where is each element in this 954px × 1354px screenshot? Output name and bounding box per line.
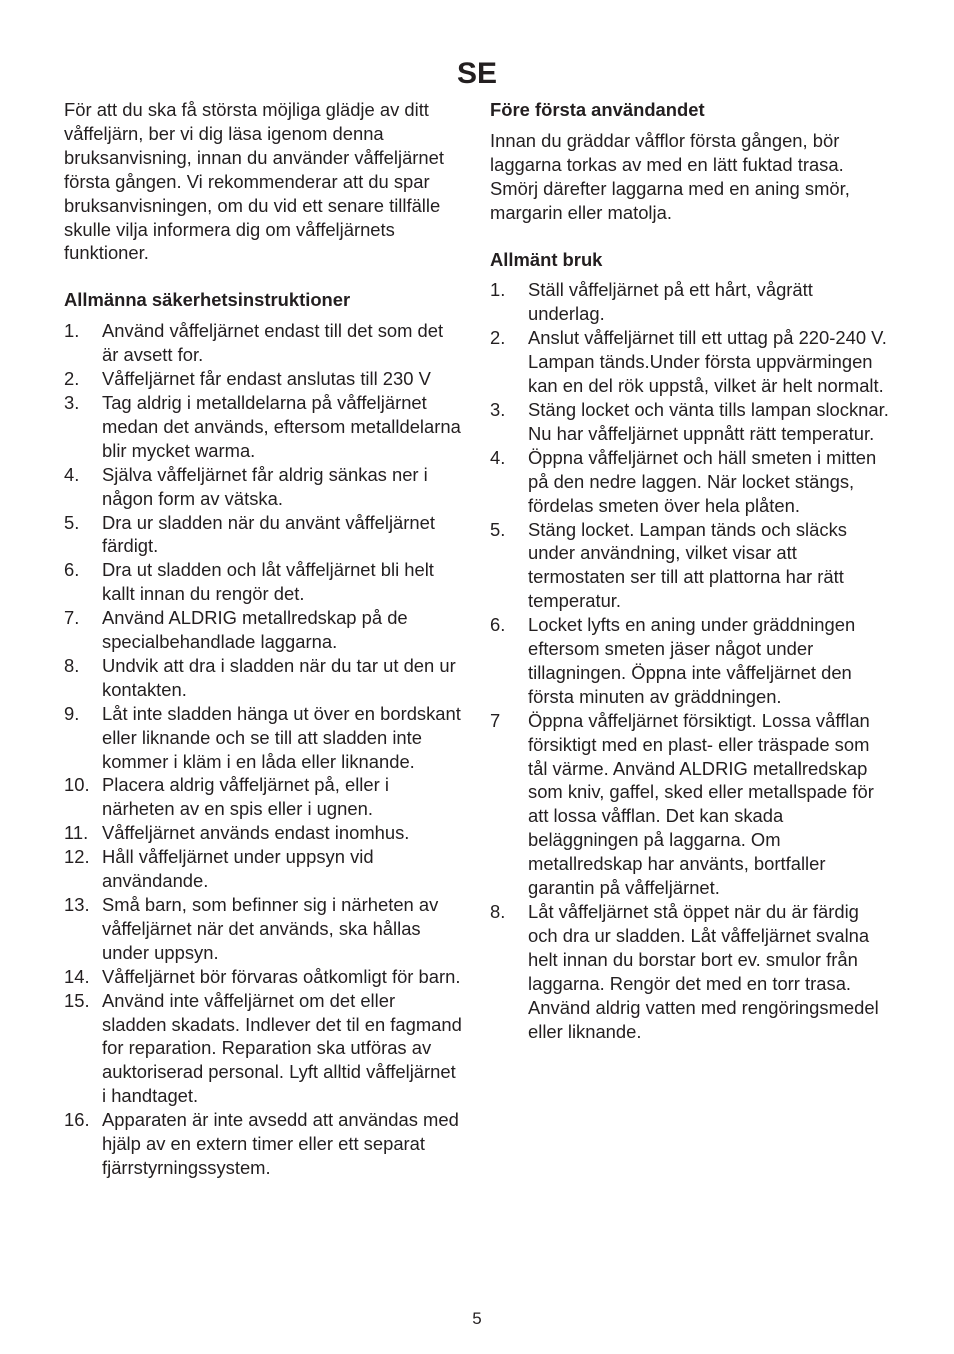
item-text: Använd våffeljärnet endast till det som det är avsett for.	[102, 320, 444, 366]
item-number: 14.	[64, 965, 90, 987]
intro-paragraph: För att du ska få största möjliga glädje av ditt våffeljärn, ber vi dig läsa igenom denna bruksanvisning, innan du använder våffeljärnet första gången. Vi rekommenderar att du spar bruksanvisningen, om du vid ett senare tillfälle skulle vilja informera dig om våffeljärnets funktioner.	[64, 99, 444, 264]
list-item	[64, 558, 464, 606]
item-number: 1.	[64, 320, 80, 342]
item-text: Låt inte sladden hänga ut över en bordskant eller liknande och se till att sladden inte kommer i kläm i en låda eller liknande.	[102, 702, 461, 772]
item-number: 6.	[490, 614, 506, 636]
item-number: 2.	[490, 327, 506, 349]
list-item	[64, 391, 464, 463]
item-text: Använd ALDRIG metallredskap på de specialbehandlade laggarna.	[102, 607, 408, 653]
general-use-list	[490, 278, 892, 1043]
item-number: 13.	[64, 894, 90, 915]
list-item	[490, 278, 892, 326]
item-number: 9.	[64, 702, 80, 724]
page-number: 5	[472, 1309, 482, 1328]
item-number: 6.	[64, 559, 80, 581]
list-item	[64, 965, 464, 989]
item-text: Placera aldrig våffeljärnet på, eller i närheten av en spis eller i ugnen.	[102, 774, 389, 820]
item-text: Öppna våffeljärnet försiktigt. Lossa våfflan försiktigt med en plast- eller träspade som tål värme. Använd ALDRIG metallredskap som kniv, gaffel, sked eller metallspade för att lossa våfflan. Det kan skada beläggningen på laggarna. Om metallredskap har använts, bortfaller garantin på våffeljärnet.	[528, 709, 874, 899]
item-text: Undvik att dra i sladden när du tar ut den ur kontakten.	[102, 654, 456, 700]
item-number: 7	[490, 709, 501, 731]
list-item	[64, 989, 464, 1109]
list-item	[64, 367, 464, 391]
list-item	[64, 606, 464, 654]
item-number: 1.	[490, 279, 506, 301]
item-number: 2.	[64, 368, 80, 390]
right-column	[490, 98, 892, 1043]
item-text: Använd inte våffeljärnet om det eller sladden skadats. Indlever det til en fagmand for reparation. Reparation ska utföras av auktoriserad personal. Lyft alltid våffeljärnet i handtaget.	[102, 989, 462, 1107]
list-item	[490, 900, 892, 1043]
list-item	[64, 511, 464, 559]
safety-heading: Allmänna säkerhetsinstruktioner	[64, 289, 351, 311]
item-text: Små barn, som befinner sig i närheten av våffeljärnet när det används, ska hållas under uppsyn.	[102, 894, 439, 963]
item-text: Dra ur sladden när du använt våffeljärnet färdigt.	[102, 511, 435, 557]
item-text: Apparaten är inte avsedd att användas med hjälp av en extern timer eller ett separat fjärrstyrningssystem.	[102, 1109, 459, 1178]
item-text: Tag aldrig i metalldelarna på våffeljärnet medan det används, eftersom metalldelarna blir mycket warma.	[102, 391, 461, 461]
item-number: 10.	[64, 774, 90, 796]
first-use-heading: Före första användandet	[490, 99, 705, 120]
item-text: Våffeljärnet används endast inomhus.	[102, 822, 410, 844]
list-item	[490, 446, 892, 518]
item-text: Dra ut sladden och låt våffeljärnet bli helt kallt innan du rengör det.	[102, 559, 434, 605]
item-number: 3.	[490, 398, 506, 420]
left-column	[64, 98, 464, 1180]
item-text: Öppna våffeljärnet och häll smeten i mitten på den nedre laggen. När locket stängs, fördelas smeten över hela plåten.	[528, 446, 877, 516]
item-text: Locket lyfts en aning under gräddningen eftersom smeten jäser något under tillagningen. Öppna inte våffeljärnet den första minuten av gräddningen.	[528, 614, 856, 707]
item-number: 4.	[490, 446, 506, 468]
item-number: 11.	[64, 822, 89, 844]
item-number: 8.	[64, 654, 80, 676]
item-text: Ställ våffeljärnet på ett hårt, vågrätt underlag.	[528, 279, 813, 325]
item-text: Våffeljärnet bör förvaras oåtkomligt för barn.	[102, 965, 461, 987]
item-number: 7.	[64, 607, 80, 629]
list-item	[64, 893, 464, 965]
item-text: Själva våffeljärnet får aldrig sänkas ner i någon form av vätska.	[102, 463, 428, 509]
item-number: 3.	[64, 391, 80, 413]
item-text: Håll våffeljärnet under uppsyn vid användande.	[102, 846, 374, 892]
general-use-heading: Allmänt bruk	[490, 248, 603, 270]
item-number: 5.	[490, 518, 506, 540]
item-number: 16.	[64, 1109, 90, 1131]
item-text: Stäng locket och vänta tills lampan slocknar. Nu har våffeljärnet uppnått rätt temperatur.	[528, 398, 889, 444]
list-item	[64, 1108, 464, 1180]
list-item	[64, 845, 464, 893]
item-text: Anslut våffeljärnet till ett uttag på 220-240 V. Lampan tänds.Under första uppvärmingen kan en del rök uppstå, vilket är helt normalt.	[528, 327, 887, 397]
language-code-heading: SE	[456, 57, 498, 90]
item-text: Låt våffeljärnet stå öppet när du är färdig och dra ur sladden. Låt våffeljärnet svalna helt innan du borstar bort ev. smulor från laggarna. Rengör det med en torr trasa. Använd aldrig vatten med rengöringsmedel eller liknande.	[528, 901, 879, 1042]
item-number: 15.	[64, 989, 90, 1011]
item-number: 5.	[64, 511, 80, 533]
item-number: 12.	[64, 846, 90, 868]
list-item	[64, 821, 464, 845]
list-item	[64, 463, 464, 511]
list-item	[490, 709, 892, 900]
list-item	[64, 654, 464, 702]
safety-list	[64, 319, 464, 1180]
item-number: 8.	[490, 901, 506, 922]
list-item	[64, 773, 464, 821]
item-text: Våffeljärnet får endast anslutas till 230 V	[102, 368, 431, 390]
list-item	[64, 702, 464, 774]
item-text: Stäng locket. Lampan tänds och släcks under användning, vilket visar att termostaten ser till att plattorna har rätt temperatur.	[528, 518, 847, 612]
list-item	[490, 613, 892, 709]
list-item	[490, 518, 892, 614]
list-item	[64, 319, 464, 367]
first-use-paragraph: Innan du gräddar våfflor första gången, bör laggarna torkas av med en lätt fuktad trasa. Smörj därefter laggarna med en aning smör, margarin eller matolja.	[490, 129, 850, 223]
list-item	[490, 398, 892, 446]
list-item	[490, 326, 892, 398]
item-number: 4.	[64, 463, 80, 485]
